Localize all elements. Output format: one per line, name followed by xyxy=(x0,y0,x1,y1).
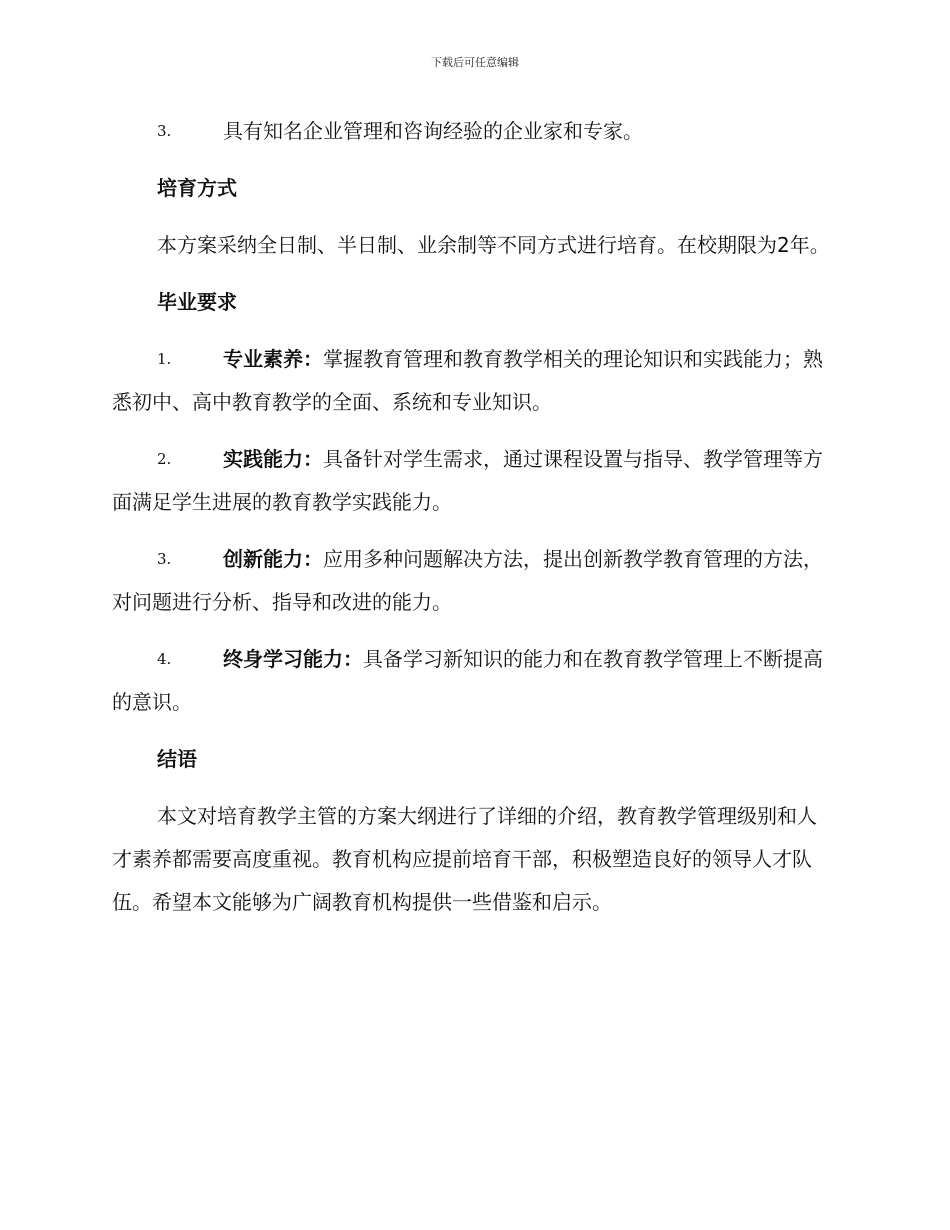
list-item-label: 专业素养： xyxy=(223,347,323,371)
list-item-label: 终身学习能力： xyxy=(223,647,363,671)
list-number: 3. xyxy=(157,122,172,140)
paragraph-conclusion: 本文对培育教学主管的方案大纲进行了详细的介绍，教育教学管理级别和人才素养都需要高度重视。教育机构应提前培育干部，积极塑造良好的领导人才队伍。希望本文能够为广阔教育机构提供一些借鉴和启示。 xyxy=(112,804,817,914)
heading-graduation: 毕业要求 xyxy=(157,290,237,314)
heading-training: 培育方式 xyxy=(157,176,237,200)
list-item-practice xyxy=(112,438,834,524)
list-item-innovation xyxy=(112,538,834,624)
list-item-text: 掌握教育管理和教育教学相关的理论知识和实践能力；熟悉初中、高中教育教学的全面、系统和专业知识。 xyxy=(112,347,823,414)
document-body xyxy=(112,110,834,938)
list-number: 1. xyxy=(157,350,172,368)
list-item-label: 实践能力： xyxy=(223,447,323,471)
list-item-expert xyxy=(112,110,834,153)
page-header: 下载后可任意编辑 xyxy=(431,56,519,69)
list-item-lifelong xyxy=(112,638,834,724)
paragraph-training: 本方案采纳全日制、半日制、业余制等不同方式进行培育。在校期限为2年。 xyxy=(157,233,830,257)
list-item-text: 具有知名企业管理和咨询经验的企业家和专家。 xyxy=(223,119,643,143)
list-number: 3. xyxy=(157,550,172,568)
list-item-label: 创新能力： xyxy=(223,547,323,571)
list-item-text: 应用多种问题解决方法，提出创新教学教育管理的方法，对问题进行分析、指导和改进的能力。 xyxy=(112,547,823,614)
list-item-text: 具备学习新知识的能力和在教育教学管理上不断提高的意识。 xyxy=(112,647,823,714)
list-number: 4. xyxy=(157,650,172,668)
list-number: 2. xyxy=(157,450,172,468)
list-item-text: 具备针对学生需求，通过课程设置与指导、教学管理等方面满足学生进展的教育教学实践能力。 xyxy=(112,447,823,514)
heading-conclusion: 结语 xyxy=(157,747,197,771)
list-item-professional xyxy=(112,338,834,424)
